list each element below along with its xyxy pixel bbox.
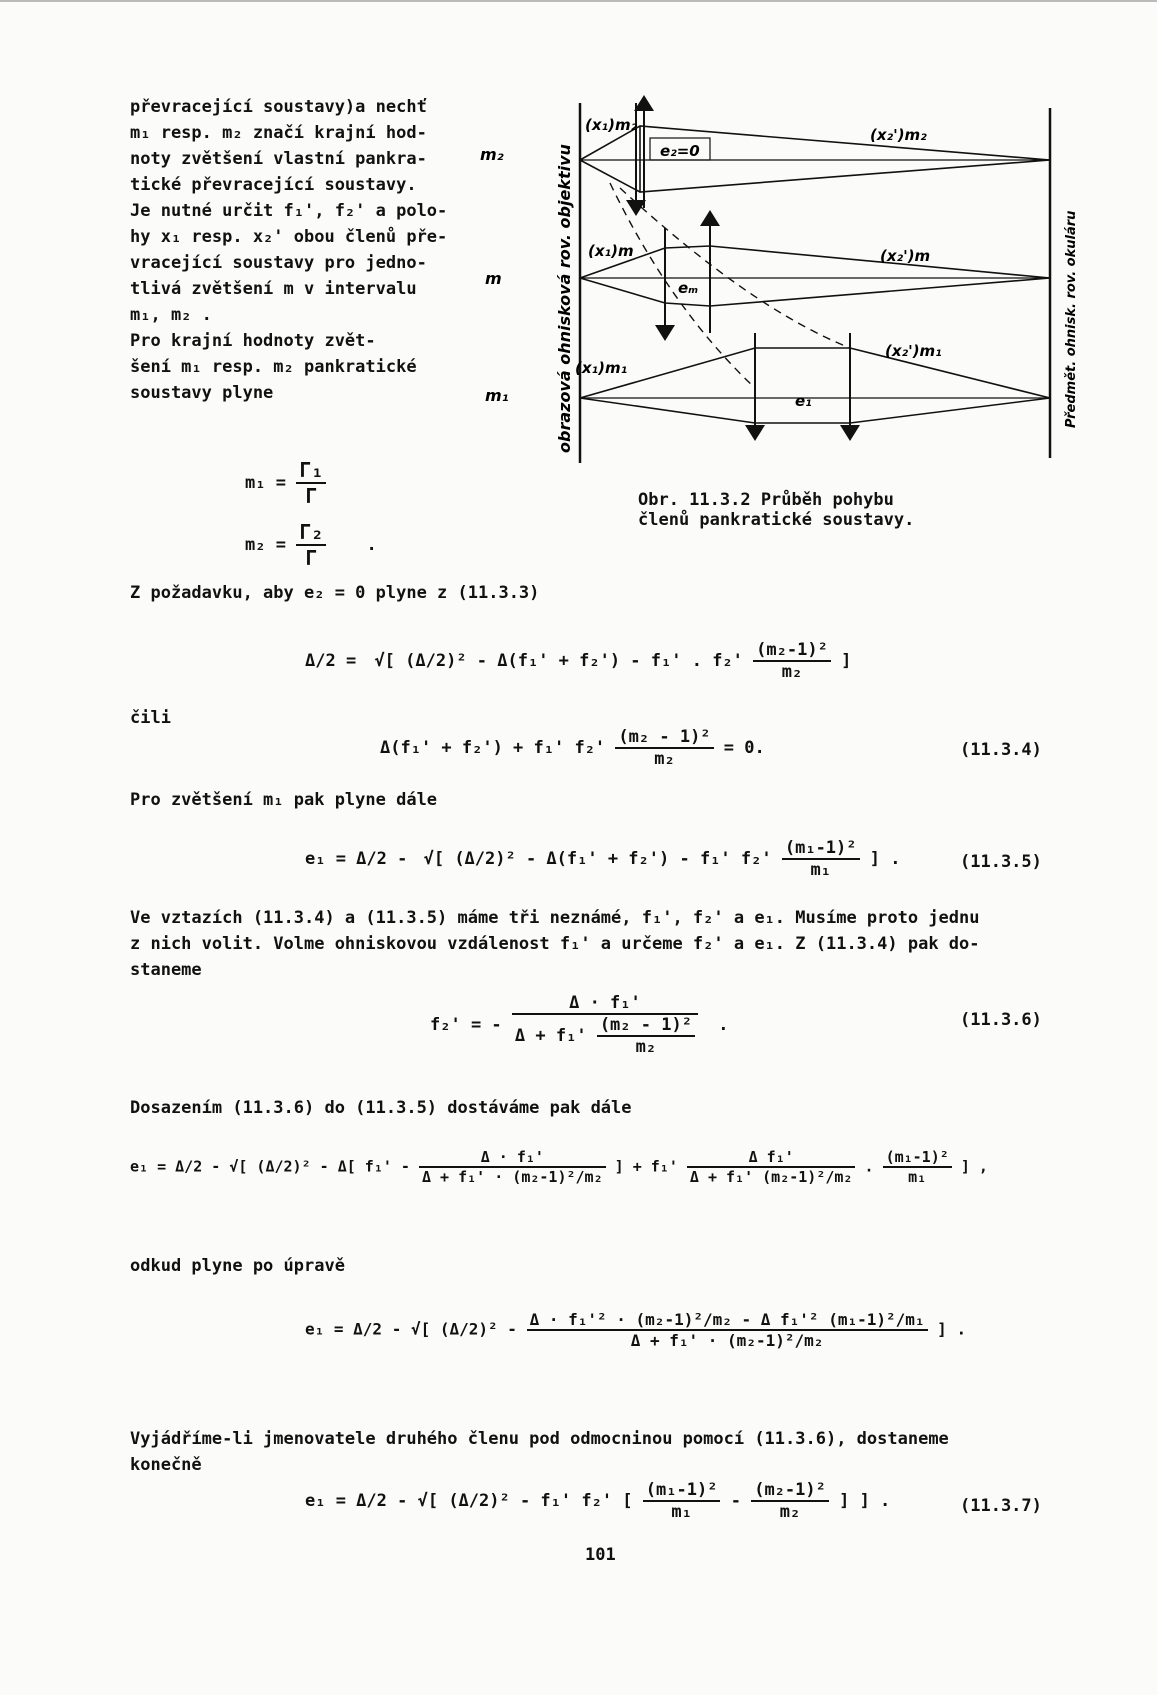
eq-long-frac2 xyxy=(687,1148,856,1186)
eq-long-frac3 xyxy=(883,1148,952,1186)
eq-1135-den: m₁ xyxy=(782,858,860,880)
eq-1137-n2: (m₂-1)² xyxy=(754,1480,826,1500)
eq-m2-num: Γ₂ xyxy=(299,520,324,544)
equation-simplified xyxy=(305,1310,966,1350)
eq-1137-minus: - xyxy=(730,1491,741,1511)
para-line: Vyjádříme-li jmenovatele druhého členu pod odmocninou pomocí (11.3.6), dostaneme xyxy=(130,1429,949,1449)
page-number: 101 xyxy=(585,1545,616,1565)
eq-1136-den-a: Δ + f₁' xyxy=(514,1026,587,1046)
row-m-rays xyxy=(580,246,1050,306)
left-line: noty zvětšení vlastní pankra- xyxy=(130,149,427,169)
text-dosazenim: Dosazením (11.3.6) do (11.3.5) dostáváme pak dále xyxy=(130,1098,632,1118)
left-line: převracející soustavy)a nechť xyxy=(130,97,427,117)
eq-upr-b1: √[ (Δ/2)² - xyxy=(410,1319,517,1339)
para-line: Ve vztazích (11.3.4) a (11.3.5) máme tři neznámé, f₁', f₂' a e₁. Musíme proto jednu xyxy=(130,908,980,928)
eq-1134-den: m₂ xyxy=(615,747,713,769)
label-x1-m1: (x₁)m₁ xyxy=(575,359,628,377)
text-pro-zvetseni: Pro zvětšení m₁ pak plyne dále xyxy=(130,790,438,810)
para-line: z nich volit. Volme ohniskovou vzdálenost f₁' a určeme f₂' a e₁. Z (11.3.4) pak do- xyxy=(130,934,980,954)
eq-1137-frac2 xyxy=(751,1480,829,1522)
left-line: šení m₁ resp. m₂ pankratické xyxy=(130,357,417,377)
eq-m2-fraction xyxy=(296,520,326,570)
left-line: m₁ resp. m₂ značí krajní hod- xyxy=(130,123,427,143)
label-x2-m: (x₂')m xyxy=(880,247,931,265)
left-axis-label: obrazová ohnisková rov. objektivu xyxy=(555,144,574,453)
label-e1: e₁ xyxy=(795,392,812,410)
eq-a-body: √[ (Δ/2)² - Δ(f₁' + f₂') - f₁' . f₂' xyxy=(374,651,743,671)
left-line: vracející soustavy pro jedno- xyxy=(130,253,427,273)
eq-m1-lhs: m₁ = xyxy=(245,473,286,493)
eq-long-d2: Δ + f₁' (m₂-1)²/m₂ xyxy=(687,1166,856,1186)
eq-m1-den: Γ xyxy=(296,482,326,508)
eq-m1-num: Γ₁ xyxy=(299,458,324,482)
eq-upr-end: ] . xyxy=(937,1319,967,1339)
eq-1136-den-den: m₂ xyxy=(597,1035,695,1057)
figure-caption-1: Obr. 11.3.2 Průběh pohybu xyxy=(638,490,894,510)
eq-1134-body: Δ(f₁' + f₂') + f₁' f₂' xyxy=(380,738,606,758)
equation-substituted xyxy=(130,1148,988,1186)
eq-label-11-3-4: (11.3.4) xyxy=(960,740,1042,760)
eq-upr-num: Δ · f₁'² · (m₂-1)²/m₂ - Δ f₁'² (m₁-1)²/m₁ xyxy=(529,1310,925,1329)
paragraph-vyjadrime xyxy=(130,1426,949,1478)
equation-delta-half xyxy=(305,640,851,682)
eq-1135-fraction xyxy=(782,838,860,880)
eq-1135-num: (m₁-1)² xyxy=(784,838,857,858)
row-label-m1: m₁ xyxy=(485,386,509,405)
top-edge xyxy=(0,0,1157,2)
eq-m2-end: . xyxy=(366,535,377,555)
left-line: m₁, m₂ . xyxy=(130,305,212,325)
label-em: eₘ xyxy=(678,279,699,297)
eq-upr-den: Δ + f₁' · (m₂-1)²/m₂ xyxy=(527,1329,928,1350)
left-line: hy x₁ resp. x₂' obou členů pře- xyxy=(130,227,448,247)
label-x1-m2: (x₁)m₂ xyxy=(585,116,638,134)
eq-label-11-3-5: (11.3.5) xyxy=(960,852,1042,872)
eq-long-end: ] , xyxy=(960,1157,988,1176)
eq-1137-d2: m₂ xyxy=(751,1500,829,1522)
eq-m2-den: Γ xyxy=(296,544,326,570)
right-axis-label: Předmět. ohnisk. rov. okuláru xyxy=(1064,210,1079,428)
eq-1136-den-num: (m₂ - 1)² xyxy=(599,1015,692,1035)
eq-long-n3: (m₁-1)² xyxy=(885,1148,949,1166)
label-x2-m2: (x₂')m₂ xyxy=(870,126,927,144)
left-column xyxy=(130,94,447,406)
eq-1135-lhs: e₁ = Δ/2 - xyxy=(305,849,408,869)
eq-long-d1: Δ + f₁' · (m₂-1)²/m₂ xyxy=(419,1166,606,1186)
eq-1137-lhs: e₁ = Δ/2 - xyxy=(305,1491,408,1511)
eq-label-11-3-7: (11.3.7) xyxy=(960,1496,1042,1516)
eq-long-n2: Δ f₁' xyxy=(748,1148,794,1166)
label-x2-m1: (x₂')m₁ xyxy=(885,342,942,360)
left-line: Pro krajní hodnoty zvět- xyxy=(130,331,376,351)
left-line: tické převracející soustavy. xyxy=(130,175,417,195)
label-x1-m: (x₁)m xyxy=(588,242,634,260)
row-label-m: m xyxy=(485,269,502,288)
text-cili: čili xyxy=(130,708,171,728)
eq-m1-fraction xyxy=(296,458,326,508)
eq-1137-d1: m₁ xyxy=(643,1500,721,1522)
eq-1134-fraction xyxy=(615,727,713,769)
equation-11-3-6 xyxy=(430,993,728,1057)
eq-a-den: m₂ xyxy=(753,660,831,682)
eq-a-lhs: Δ/2 = xyxy=(305,651,357,671)
eq-1137-end: ] ] . xyxy=(839,1491,891,1511)
eq-a-close: ] xyxy=(841,651,852,671)
eq-1136-end: . xyxy=(718,1015,729,1035)
eq-1136-num: Δ · f₁' xyxy=(569,993,641,1013)
text-pozadavek: Z požadavku, aby e₂ = 0 plyne z (11.3.3) xyxy=(130,583,540,603)
eq-1136-den xyxy=(512,1013,698,1057)
eq-long-b2: ] + f₁' xyxy=(614,1157,678,1176)
eq-long-d3: m₁ xyxy=(883,1166,952,1186)
para-line: konečně xyxy=(130,1455,202,1475)
eq-1136-den-fraction xyxy=(597,1015,695,1057)
eq-long-b1: √[ (Δ/2)² - Δ[ f₁' - xyxy=(229,1157,410,1176)
eq-label-11-3-6: (11.3.6) xyxy=(960,1010,1042,1030)
eq-upr-fraction xyxy=(527,1310,928,1350)
equation-m1 xyxy=(245,458,326,508)
eq-long-frac1 xyxy=(419,1148,606,1186)
eq-long-b3: . xyxy=(864,1157,874,1176)
para-line: staneme xyxy=(130,960,202,980)
figure-pankratic-system xyxy=(480,88,1080,488)
eq-long-n1: Δ · f₁' xyxy=(480,1148,544,1166)
eq-upr-lhs: e₁ = Δ/2 - xyxy=(305,1319,402,1339)
equation-m2 xyxy=(245,520,377,570)
motion-curve-2 xyxy=(620,188,850,348)
equation-11-3-5 xyxy=(305,838,900,880)
eq-1137-n1: (m₁-1)² xyxy=(645,1480,718,1500)
eq-1136-fraction xyxy=(512,993,698,1057)
figure-caption-2: členů pankratické soustavy. xyxy=(638,510,915,530)
eq-a-fraction xyxy=(753,640,831,682)
eq-1134-end: = 0. xyxy=(723,738,765,758)
label-e2: e₂=0 xyxy=(660,142,700,160)
left-line: tlivá zvětšení m v intervalu xyxy=(130,279,417,299)
eq-long-lhs: e₁ = Δ/2 - xyxy=(130,1157,221,1176)
eq-1137-body: √[ (Δ/2)² - f₁' f₂' [ xyxy=(417,1491,633,1511)
row-m1-rays xyxy=(580,348,1050,423)
eq-a-num: (m₂-1)² xyxy=(756,640,828,660)
left-line: soustavy plyne xyxy=(130,383,274,403)
eq-m2-lhs: m₂ = xyxy=(245,535,286,555)
eq-1134-num: (m₂ - 1)² xyxy=(618,727,711,747)
equation-11-3-4 xyxy=(380,727,765,769)
left-line: Je nutné určit f₁', f₂' a polo- xyxy=(130,201,448,221)
text-odkud: odkud plyne po úpravě xyxy=(130,1256,345,1276)
equation-11-3-7 xyxy=(305,1480,890,1522)
eq-1135-end: ] . xyxy=(869,849,901,869)
eq-1136-lhs: f₂' = - xyxy=(430,1015,502,1035)
eq-1135-body: √[ (Δ/2)² - Δ(f₁' + f₂') - f₁' f₂' xyxy=(423,849,772,869)
row-label-m2: m₂ xyxy=(480,145,504,164)
eq-1137-frac1 xyxy=(643,1480,721,1522)
paragraph-ve-vztazich xyxy=(130,905,980,983)
